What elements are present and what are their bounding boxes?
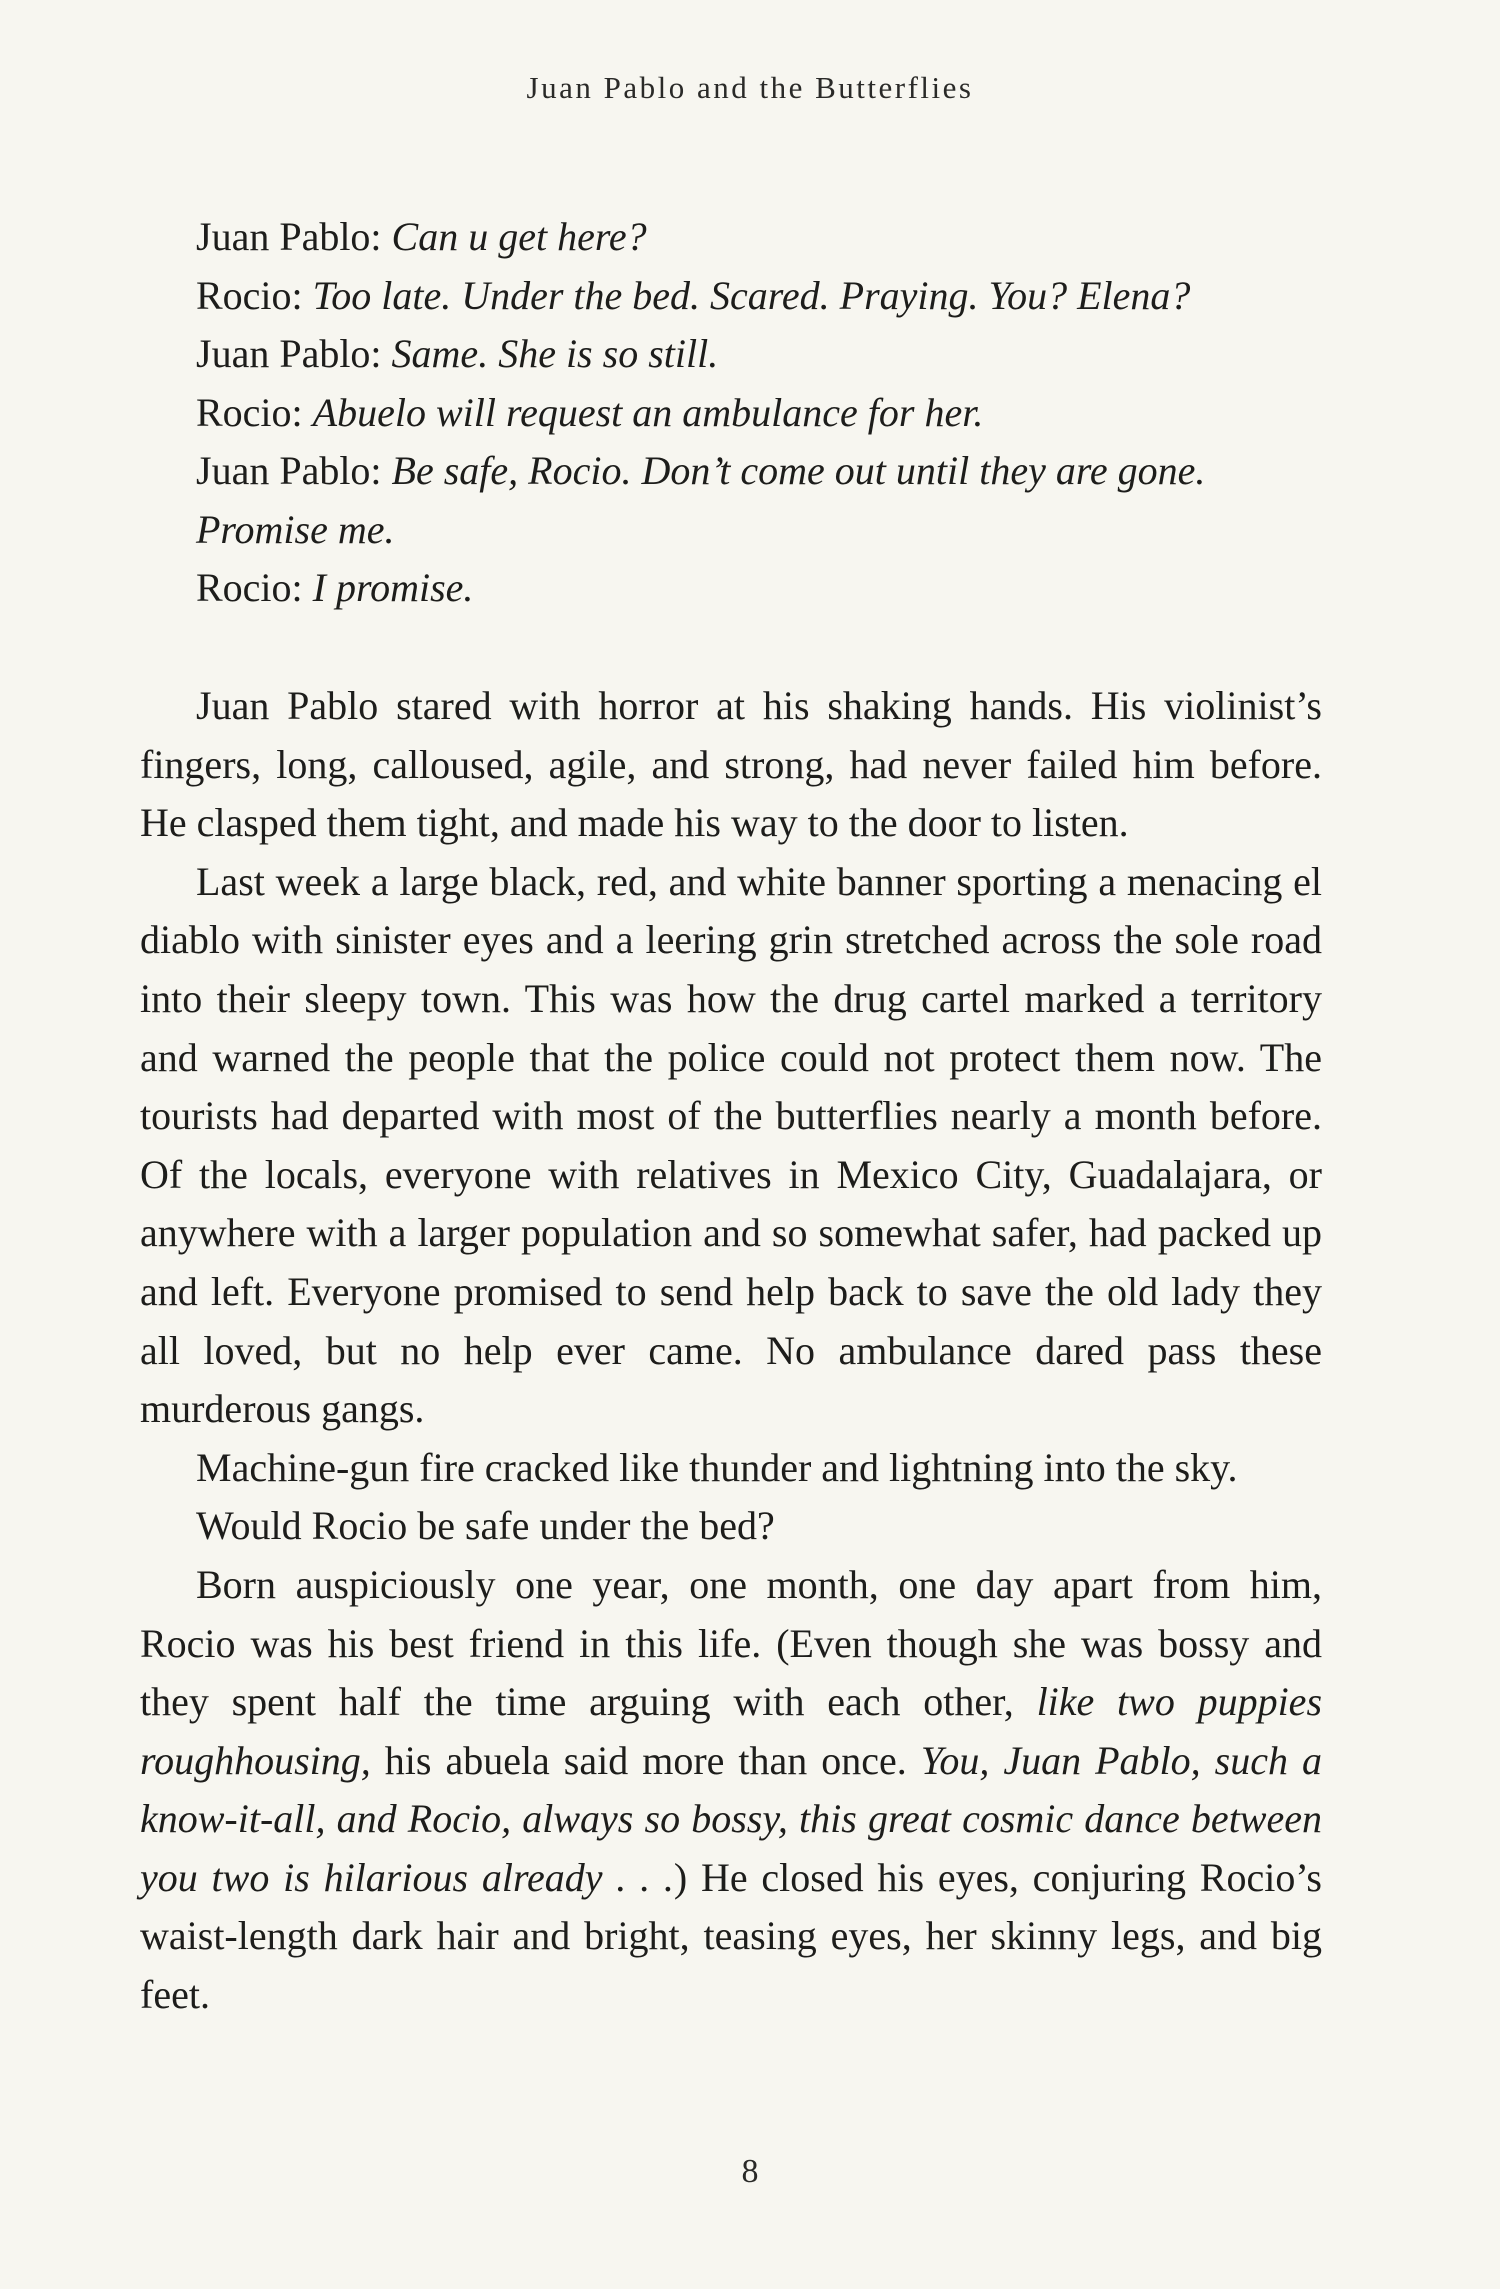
- paragraph-4: Would Rocio be safe under the bed?: [196, 1503, 775, 1549]
- dialogue-text: Abuelo will request an ambulance for her.: [312, 389, 984, 435]
- dialogue-text: I promise.: [312, 565, 474, 610]
- paragraph-5: [140, 1556, 1322, 2025]
- dialogue-speaker: Juan Pablo:: [196, 448, 382, 493]
- dialogue-text: Too late. Under the bed. Scared. Praying. You? Elena?: [312, 272, 1191, 318]
- dialogue-speaker: Rocio:: [196, 389, 303, 435]
- paragraph-5-text: Born auspiciously one year, one month, one day apart from him, Rocio was his best friend in this life. (Even though she was bossy and they spent half the time arguing with each other,: [140, 1561, 1322, 1725]
- text-message-dialogue: [196, 208, 1346, 618]
- paragraph-5-italic: You, Juan Pablo, such a know-it-all, and Rocio, always so bossy, this great cosmic dance between you two is hilarious already . . .: [140, 1737, 1322, 1900]
- dialogue-speaker: Rocio:: [196, 565, 303, 610]
- dialogue-line: [196, 267, 1346, 326]
- paragraph-5-italic: like two puppies roughhousing,: [140, 1679, 1323, 1783]
- dialogue-speaker: Juan Pablo:: [196, 214, 382, 259]
- running-head: Juan Pablo and the Butterflies: [526, 70, 974, 105]
- paragraph-3: Machine-gun fire cracked like thunder and lightning into the sky.: [196, 1444, 1238, 1490]
- dialogue-line: [196, 442, 1346, 501]
- body-text: [140, 677, 1322, 2025]
- paragraph-5-text: his abuela said more than once.: [370, 1737, 921, 1783]
- dialogue-line: [196, 384, 1346, 443]
- paragraph-2: Last week a large black, red, and white banner sporting a menacing el diablo with sinister eyes and a leering grin stretched across the sole road into their sleepy town. This was how the drug cartel marked a territory and warned the people that the police could not protect them now. The tourists had departed with most of the butterflies nearly a month before. Of the locals, everyone with relatives in Mexico City, Guadalajara, or anywhere with a larger population and so somewhat safer, had packed up and left. Everyone promised to send help back to save the old lady they all loved, but no help ever came. No ambulance dared pass these murderous gangs.: [140, 858, 1322, 1432]
- paragraph-1: Juan Pablo stared with horror at his shaking hands. His violinist’s fingers, long, calloused, agile, and strong, had never failed him before. He clasped them tight, and made his way to the door to listen.: [140, 683, 1322, 846]
- page-number: 8: [741, 2153, 759, 2190]
- dialogue-speaker: Rocio:: [196, 272, 303, 318]
- dialogue-continuation: Promise me.: [196, 506, 395, 552]
- dialogue-line: [196, 208, 1346, 267]
- dialogue-text: Same. She is so still.: [391, 331, 719, 376]
- paragraph-5-text: ) He closed his eyes, conjuring Rocio’s waist-length dark hair and bright, teasing eyes, her skinny legs, and big feet.: [140, 1854, 1322, 2018]
- dialogue-line: [196, 325, 1346, 384]
- dialogue-text: Be safe, Rocio. Don’t come out until they are gone.: [391, 448, 1206, 493]
- dialogue-speaker: Juan Pablo:: [196, 331, 382, 376]
- dialogue-line: [196, 559, 1346, 618]
- dialogue-text: Can u get here?: [391, 214, 647, 259]
